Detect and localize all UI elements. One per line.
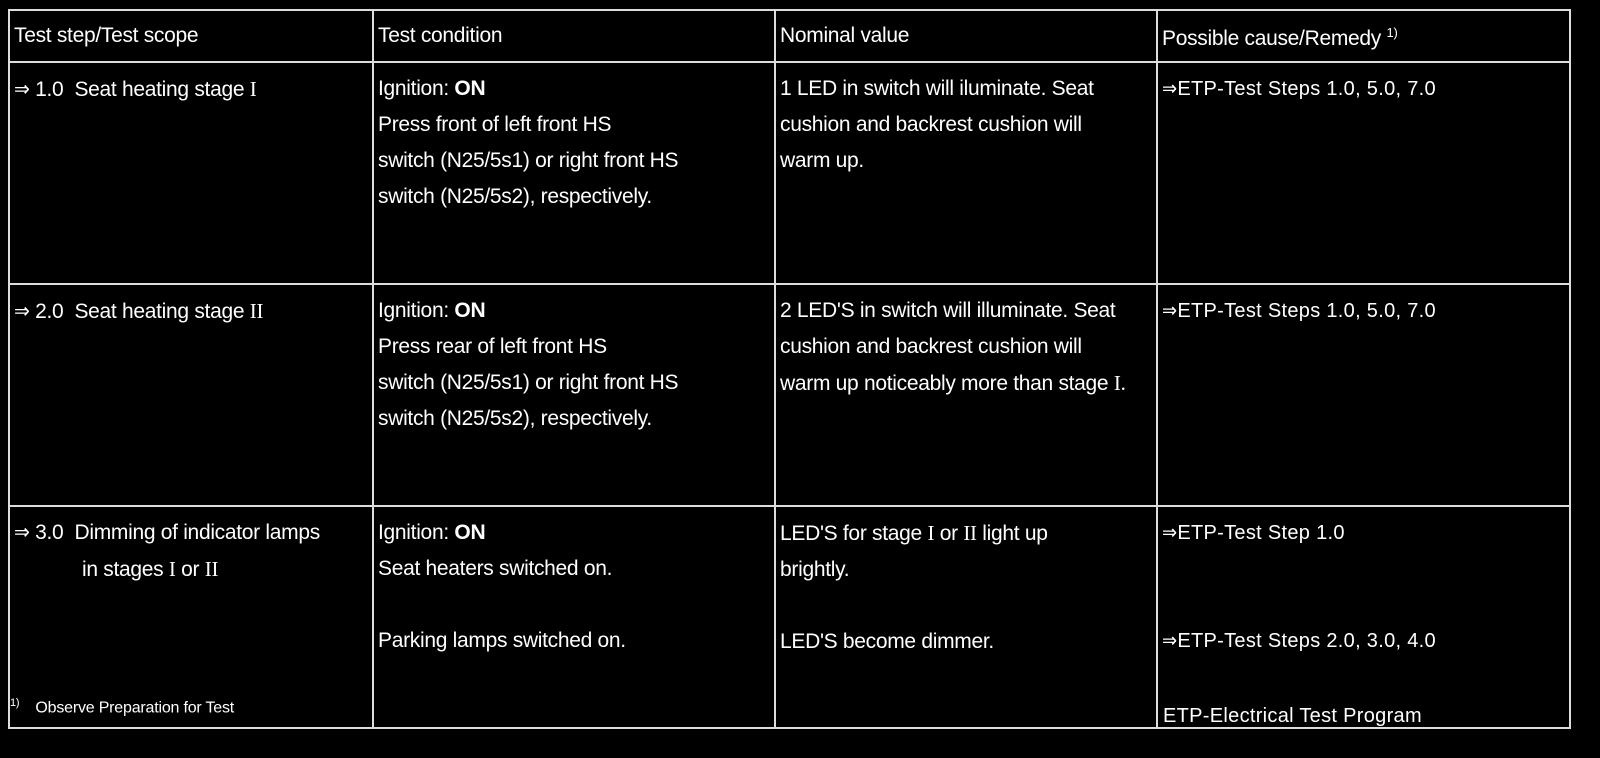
cell-test-condition bbox=[373, 506, 775, 728]
program-label: ETP-Electrical Test Program bbox=[1163, 705, 1422, 727]
arrow-icon: ⇒ bbox=[14, 521, 30, 544]
stage-roman: II bbox=[249, 299, 264, 323]
stage-roman: II bbox=[204, 557, 219, 581]
table-row bbox=[9, 62, 1570, 284]
cell-remedy bbox=[1157, 506, 1570, 728]
remedy-link: ⇒ETP-Test Step 1.0 bbox=[1162, 522, 1345, 544]
nominal-line: light up bbox=[982, 522, 1048, 545]
cell-remedy bbox=[1157, 284, 1570, 506]
scope-text: or bbox=[181, 558, 200, 581]
header-possible-cause: Possible cause/Remedy $^{1)}$ bbox=[1157, 10, 1570, 62]
remedy-link: ⇒ETP-Test Steps 2.0, 3.0, 4.0 bbox=[1162, 630, 1436, 652]
table-header-row bbox=[9, 10, 1570, 62]
nominal-line: warm up noticeably more than stage bbox=[780, 372, 1109, 395]
condition-line: Seat heaters switched on. bbox=[378, 557, 613, 580]
cell-test-condition bbox=[373, 284, 775, 506]
table-row bbox=[9, 284, 1570, 506]
nominal-line: LED'S for stage bbox=[780, 522, 922, 545]
scope-text: in stages bbox=[82, 558, 164, 581]
cell-test-condition bbox=[373, 62, 775, 284]
stage-roman: I bbox=[927, 521, 935, 545]
ignition-label: Ignition: bbox=[378, 77, 449, 100]
arrow-icon: ⇒ bbox=[14, 78, 30, 101]
header-test-condition: Test condition bbox=[373, 10, 775, 62]
cell-nominal-value bbox=[775, 62, 1157, 284]
step-number: 3.0 bbox=[35, 521, 64, 544]
condition-line: switch (N25/5s1) or right front HS bbox=[378, 371, 679, 394]
footnote-mark: 1) bbox=[10, 697, 20, 709]
cell-nominal-value bbox=[775, 506, 1157, 728]
cell-test-scope bbox=[9, 284, 373, 506]
stage-roman: I bbox=[249, 77, 257, 101]
ignition-value: ON bbox=[454, 77, 486, 100]
ignition-value: ON bbox=[454, 521, 486, 544]
remedy-link: ⇒ETP-Test Steps 1.0, 5.0, 7.0 bbox=[1162, 78, 1436, 100]
nominal-line: LED'S become dimmer. bbox=[780, 630, 994, 653]
ignition-value: ON bbox=[454, 299, 486, 322]
nominal-line: cushion and backrest cushion will bbox=[780, 335, 1082, 358]
footnote-text: Observe Preparation for Test bbox=[35, 699, 235, 717]
nominal-line: brightly. bbox=[780, 558, 850, 581]
cell-nominal-value bbox=[775, 284, 1157, 506]
stage-roman: II bbox=[963, 521, 977, 545]
condition-line: switch (N25/5s2), respectively. bbox=[378, 185, 652, 208]
nominal-line: or bbox=[939, 522, 958, 545]
ignition-label: Ignition: bbox=[378, 299, 449, 322]
table-row bbox=[9, 506, 1570, 728]
condition-line: Press front of left front HS bbox=[378, 113, 612, 136]
nominal-line: warm up. bbox=[780, 149, 864, 172]
cell-test-scope bbox=[9, 62, 373, 284]
condition-line: switch (N25/5s2), respectively. bbox=[378, 407, 652, 430]
stage-roman: I. bbox=[1113, 371, 1126, 395]
cell-test-scope bbox=[9, 506, 373, 728]
nominal-line: 2 LED'S in switch will illuminate. Seat bbox=[780, 299, 1116, 322]
scope-text: Dimming of indicator lamps bbox=[74, 521, 320, 544]
test-table bbox=[8, 9, 1571, 729]
cell-remedy bbox=[1157, 62, 1570, 284]
condition-line: switch (N25/5s1) or right front HS bbox=[378, 149, 679, 172]
nominal-line: 1 LED in switch will iluminate. Seat bbox=[780, 77, 1094, 100]
header-nominal-value: Nominal value bbox=[775, 10, 1157, 62]
footnote bbox=[10, 697, 234, 717]
header-test-step: Test step/Test scope bbox=[9, 10, 373, 62]
condition-line: Parking lamps switched on. bbox=[378, 629, 626, 652]
remedy-link: ⇒ETP-Test Steps 1.0, 5.0, 7.0 bbox=[1162, 300, 1436, 322]
header-footnote-mark: 1) bbox=[1386, 25, 1398, 40]
ignition-label: Ignition: bbox=[378, 521, 449, 544]
scope-text: Seat heating stage bbox=[74, 300, 245, 323]
stage-roman: I bbox=[168, 557, 176, 581]
step-number: 2.0 bbox=[35, 300, 64, 323]
condition-line: Press rear of left front HS bbox=[378, 335, 607, 358]
nominal-line: cushion and backrest cushion will bbox=[780, 113, 1082, 136]
step-number: 1.0 bbox=[35, 78, 64, 101]
scope-text: Seat heating stage bbox=[74, 78, 245, 101]
arrow-icon: ⇒ bbox=[14, 300, 30, 323]
